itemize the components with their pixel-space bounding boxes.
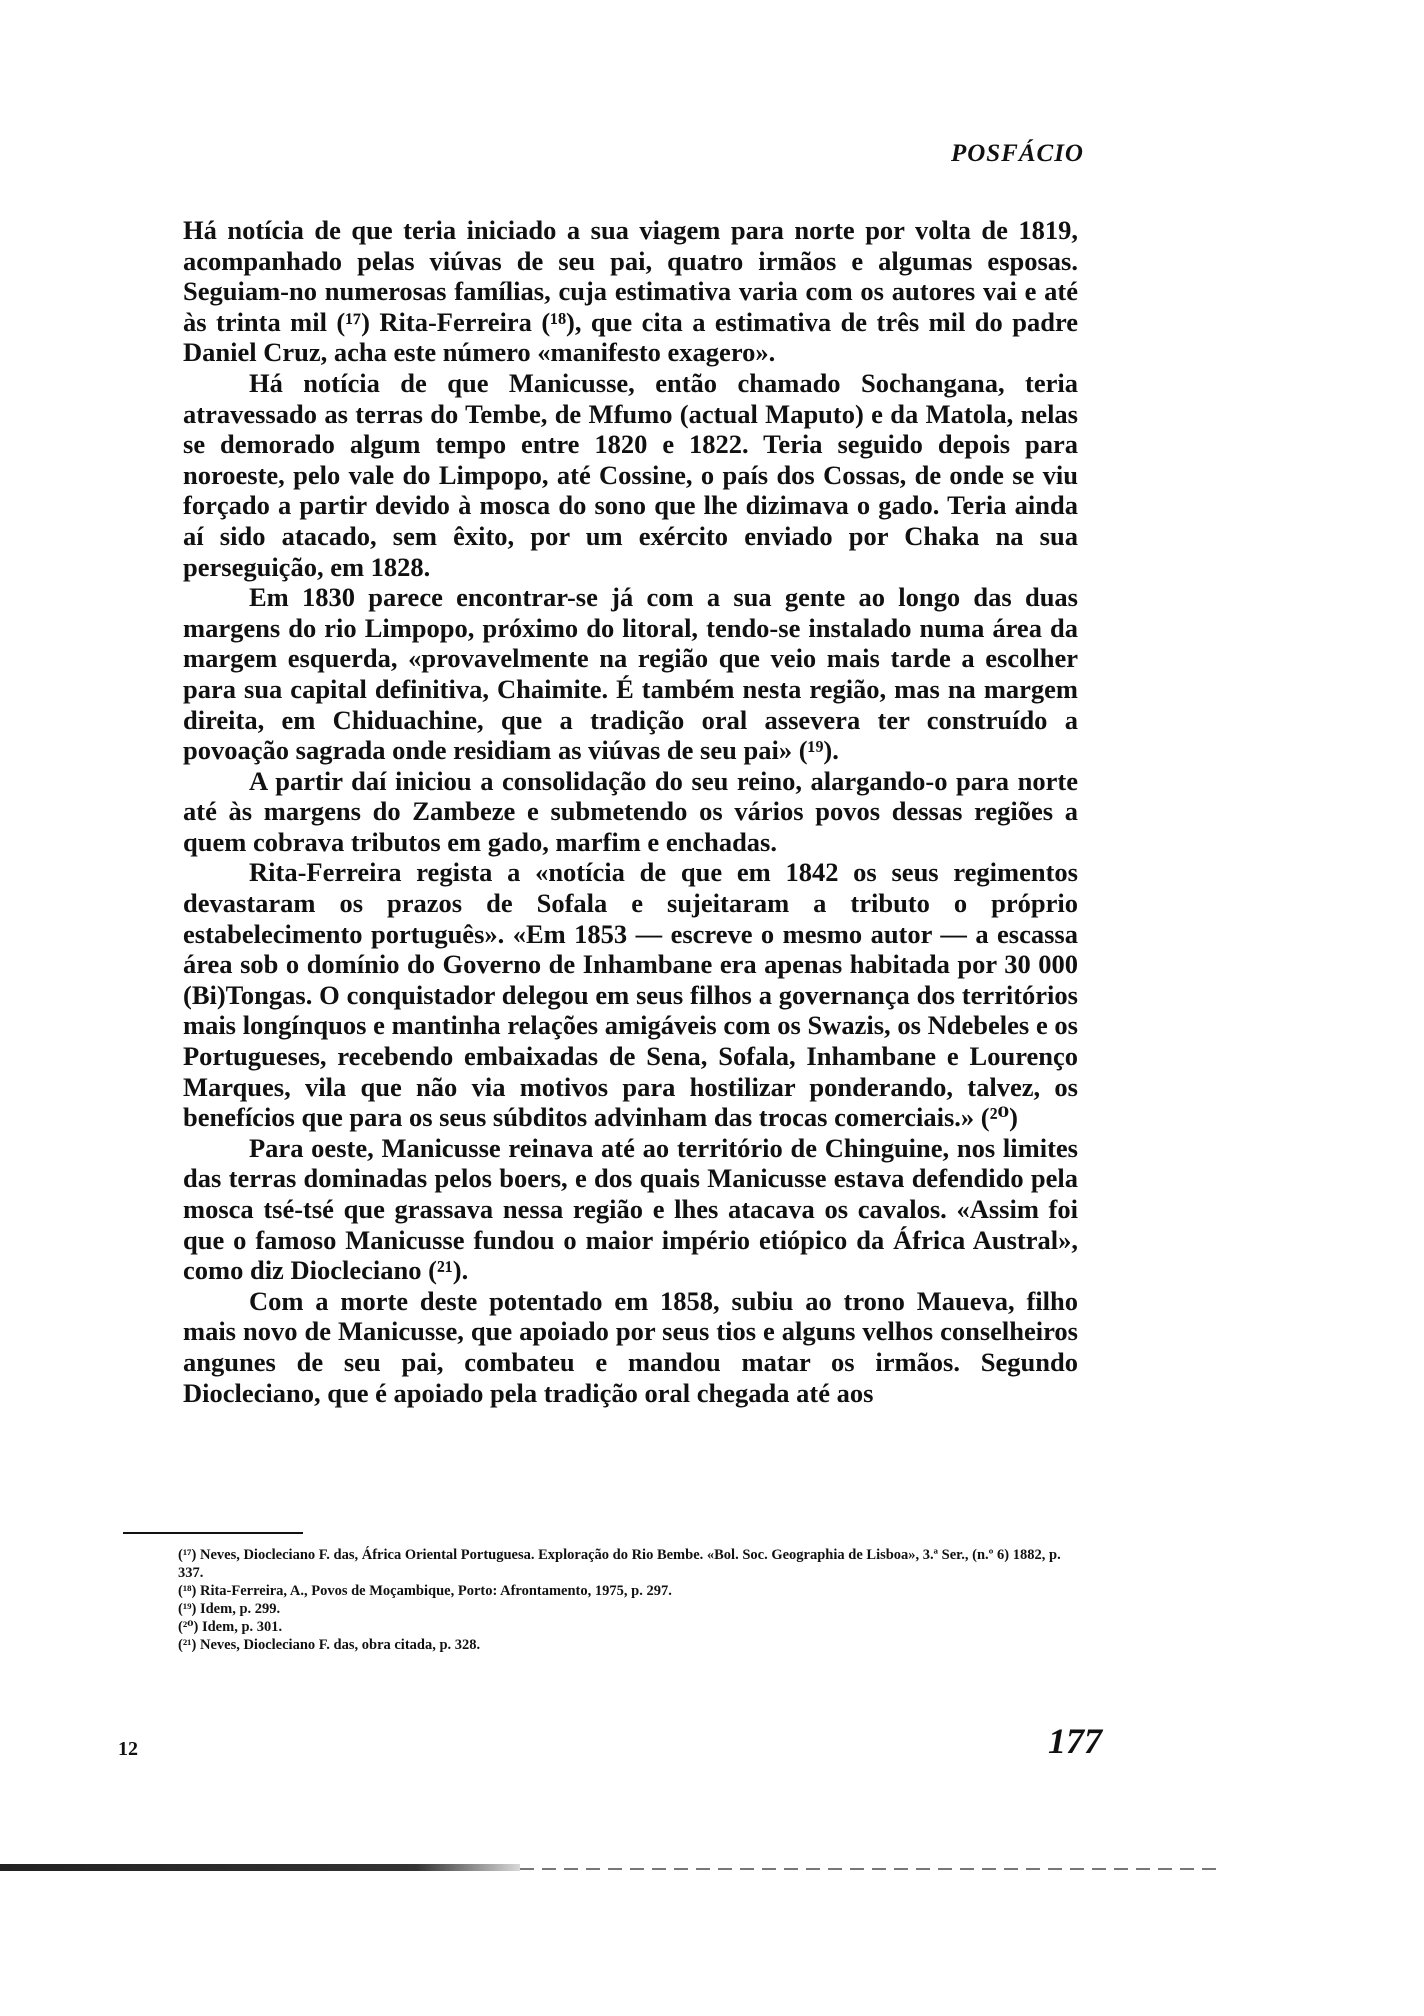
paragraph: Há notícia de que Manicusse, então chamado Sochangana, teria atravessado as terras do Tembe, de Mfumo (actual Maputo) e da Matola, nelas se demorado algum tempo entre 1820 e 1822. Teria seguido depois para noroeste, pelo vale do Limpopo, até Cossine, o país dos Cossas, de onde se viu forçado a partir devido à mosca do sono que lhe dizimava o gado. Teria ainda aí sido atacado, sem êxito, por um exército enviado por Chaka na sua perseguição, em 1828. bbox=[183, 367, 1078, 582]
page-number: 177 bbox=[1048, 1721, 1102, 1761]
footnote: (¹⁸) Rita-Ferreira, A., Povos de Moçambique, Porto: Afrontamento, 1975, p. 297. bbox=[178, 1583, 672, 1599]
footnote: (²¹) Neves, Diocleciano F. das, obra citada, p. 328. bbox=[178, 1637, 481, 1653]
body-text bbox=[183, 215, 1078, 1408]
footnote: (¹⁷) Neves, Diocleciano F. das, África Oriental Portuguesa. Exploração do Rio Bembe. «Bol. Soc. Geographia de Lisboa», 3.ª Ser., (n.º 6) 1882, p. 337. bbox=[178, 1547, 1061, 1581]
scan-edge-artifact bbox=[0, 1860, 1424, 1874]
paragraph: Há notícia de que teria iniciado a sua viagem para norte por volta de 1819, acompanhado pelas viúvas de seu pai, quatro irmãos e algumas esposas. Seguiam-no numerosas famílias, cuja estimativa varia com os autores vai e até às trinta mil (¹⁷) Rita-Ferreira (¹⁸), que cita a estimativa de três mil do padre Daniel Cruz, acha este número «manifesto exagero». bbox=[183, 215, 1078, 368]
footnote-separator bbox=[123, 1532, 303, 1534]
paragraph: Com a morte deste potentado em 1858, subiu ao trono Maueva, filho mais novo de Manicusse, que apoiado por seus tios e alguns velhos conselheiros angunes de seu pai, combateu e mandou matar os irmãos. Segundo Diocleciano, que é apoiado pela tradição oral chegada até aos bbox=[183, 1285, 1078, 1408]
scan-edge-light bbox=[520, 1868, 1220, 1870]
running-header: POSFÁCIO bbox=[950, 140, 1084, 167]
paragraph: A partir daí iniciou a consolidação do seu reino, alargando-o para norte até às margens do Zambeze e submetendo os vários povos dessas regiões a quem cobrava tributos em gado, marfim e enchadas. bbox=[183, 765, 1078, 857]
signature-mark: 12 bbox=[118, 1738, 138, 1760]
paragraph: Para oeste, Manicusse reinava até ao território de Chinguine, nos limites das terras dominadas pelos boers, e dos quais Manicusse estava defendido pela mosca tsé-tsé que grassava nessa região e lhes atacava os cavalos. «Assim foi que o famoso Manicusse fundou o maior império etiópico da África Austral», como diz Diocleciano (²¹). bbox=[183, 1132, 1078, 1286]
paragraph: Rita-Ferreira regista a «notícia de que em 1842 os seus regimentos devastaram os prazos de Sofala e sujeitaram a tributo o próprio estabelecimento português». «Em 1853 — escreve o mesmo autor — a escassa área sob o domínio do Governo de Inhambane era apenas habitada por 30 000 (Bi)Tongas. O conquistador delegou em seus filhos a governança dos territórios mais longínquos e mantinha relações amigáveis com os Swazis, os Ndebeles e os Portugueses, recebendo embaixadas de Sena, Sofala, Inhambane e Lourenço Marques, vila que não via motivos para hostilizar ponderando, talvez, os benefícios que para os seus súbditos advinham das trocas comerciais.» (²⁰) bbox=[183, 857, 1078, 1133]
footnotes bbox=[123, 1546, 1083, 1654]
paragraph: Em 1830 parece encontrar-se já com a sua gente ao longo das duas margens do rio Limpopo, próximo do litoral, tendo-se instalado numa área da margem esquerda, «provavelmente na região que veio mais tarde a escolher para sua capital definitiva, Chaimite. É também nesta região, mas na margem direita, em Chiduachine, que a tradição oral assevera ter construído a povoação sagrada onde residiam as viúvas de seu pai» (¹⁹). bbox=[183, 582, 1078, 766]
footnote: (²⁰) Idem, p. 301. bbox=[178, 1619, 283, 1635]
scan-edge-dark bbox=[0, 1864, 520, 1871]
footnote: (¹⁹) Idem, p. 299. bbox=[178, 1601, 281, 1617]
